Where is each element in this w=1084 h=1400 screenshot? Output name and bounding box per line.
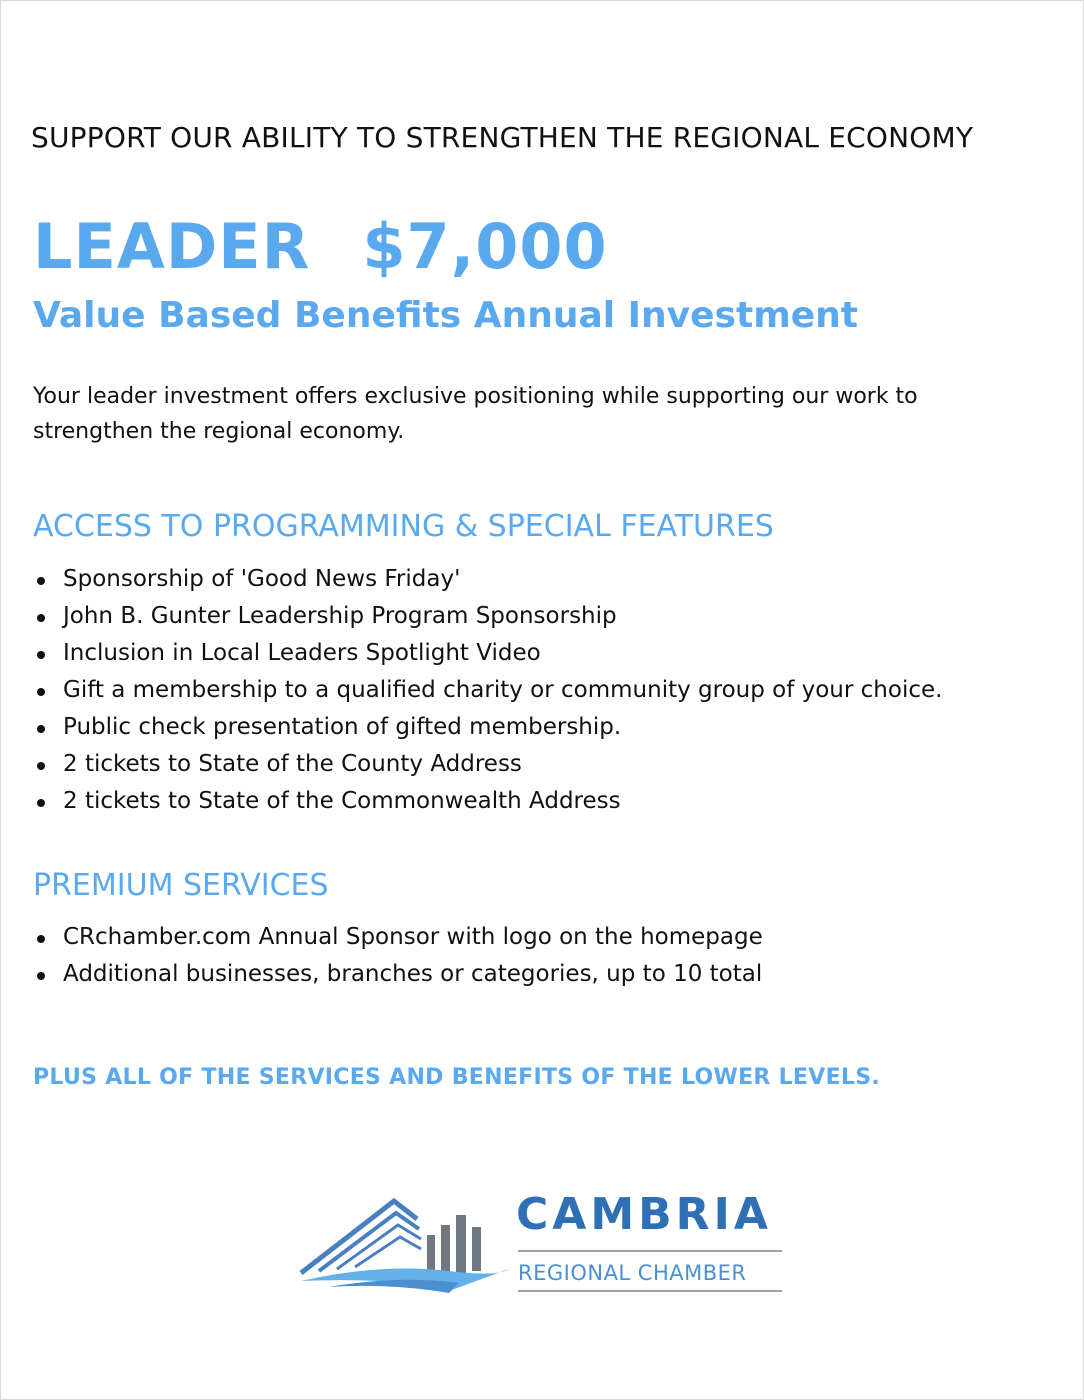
access-list [33, 561, 942, 820]
list-item: 2 tickets to State of the County Address [33, 746, 942, 783]
list-item: Public check presentation of gifted membership. [33, 709, 942, 746]
premium-section-title: PREMIUM SERVICES [33, 868, 329, 903]
list-item: John B. Gunter Leadership Program Sponsorship [33, 598, 942, 635]
premium-list [33, 919, 763, 993]
list-item: CRchamber.com Annual Sponsor with logo on the homepage [33, 919, 763, 956]
logo-divider [518, 1290, 782, 1292]
list-item: 2 tickets to State of the Commonwealth Address [33, 783, 942, 820]
tier-subtitle: Value Based Benefits Annual Investment [33, 295, 858, 336]
list-item: Gift a membership to a qualified charity or community group of your choice. [33, 672, 942, 709]
logo-subtitle: REGIONAL CHAMBER [518, 1261, 747, 1285]
list-item: Inclusion in Local Leaders Spotlight Video [33, 635, 942, 672]
list-item: Additional businesses, branches or categories, up to 10 total [33, 956, 763, 993]
tier-heading [33, 210, 608, 283]
plus-note: PLUS ALL OF THE SERVICES AND BENEFITS OF THE LOWER LEVELS. [33, 1065, 881, 1090]
list-item: Sponsorship of 'Good News Friday' [33, 561, 942, 598]
tier-name: LEADER [33, 210, 311, 283]
tier-price: $7,000 [362, 210, 608, 283]
headline: SUPPORT OUR ABILITY TO STRENGTHEN THE REGIONAL ECONOMY [31, 121, 974, 154]
intro-paragraph: Your leader investment offers exclusive positioning while supporting our work to strengthen the regional economy. [33, 384, 918, 444]
logo-divider [518, 1250, 782, 1252]
logo-wordmark: CAMBRIA [516, 1189, 772, 1240]
access-section-title: ACCESS TO PROGRAMMING & SPECIAL FEATURES [33, 509, 774, 544]
